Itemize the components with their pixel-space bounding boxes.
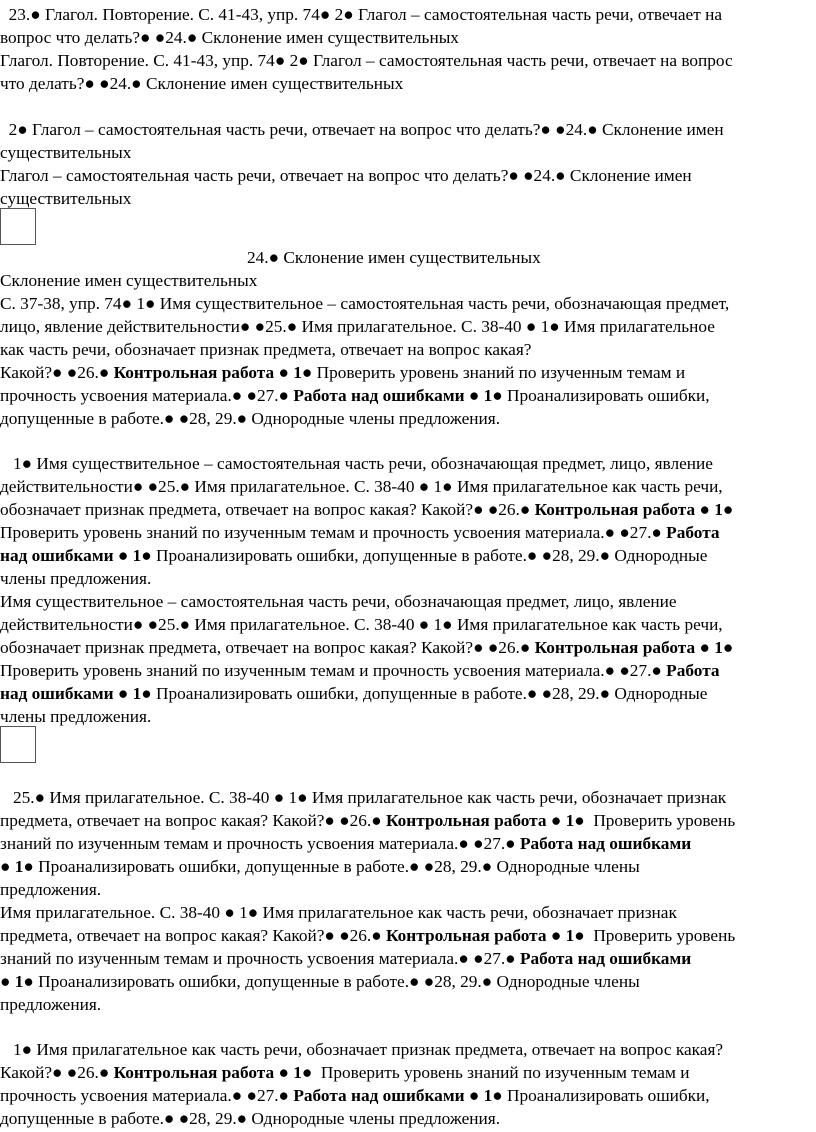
text-line: допущенные в работе.● ●28, 29.● Однородные члены предложения. bbox=[0, 409, 501, 428]
text-line: Проверить уровень знаний по изученным темам и прочность усвоения материала.● ●27.● Работа bbox=[0, 661, 720, 680]
text-line: предложения. bbox=[0, 995, 102, 1014]
text-line: члены предложения. bbox=[0, 707, 152, 726]
text-line: 23.● Глагол. Повторение. С. 41-43, упр. 74● 2● Глагол – самостоятельная часть речи, отвечает на bbox=[0, 5, 723, 24]
text-line: над ошибками ● 1● Проанализировать ошибки, допущенные в работе.● ●28, 29.● Однородные bbox=[0, 546, 708, 565]
text-line: члены предложения. bbox=[0, 569, 152, 588]
text-line: ● 1● Проанализировать ошибки, допущенные в работе.● ●28, 29.● Однородные члены bbox=[0, 857, 640, 876]
text-line: Глагол – самостоятельная часть речи, отвечает на вопрос что делать?● ●24.● Склонение имен bbox=[0, 166, 692, 185]
text-line: существительных bbox=[0, 189, 132, 208]
text-line: обозначает признак предмета, отвечает на вопрос какая? Какой?● ●26.● Контрольная работа ● 1● bbox=[0, 500, 734, 519]
text-line: прочность усвоения материала.● ●27.● Работа над ошибками ● 1● Проанализировать ошибки, bbox=[0, 386, 710, 405]
text-line: действительности● ●25.● Имя прилагательное. С. 38-40 ● 1● Имя прилагательное как часть речи, bbox=[0, 615, 723, 634]
text-line: предмета, отвечает на вопрос какая? Какой?● ●26.● Контрольная работа ● 1● Проверить уровень bbox=[0, 926, 736, 945]
text-line: 1● Имя прилагательное как часть речи, обозначает признак предмета, отвечает на вопрос какая? bbox=[0, 1040, 724, 1059]
text-line: 25.● Имя прилагательное. С. 38-40 ● 1● Имя прилагательное как часть речи, обозначает признак bbox=[0, 788, 727, 807]
text-line: Имя прилагательное. С. 38-40 ● 1● Имя прилагательное как часть речи, обозначает признак bbox=[0, 903, 677, 922]
text-line: ● 1● Проанализировать ошибки, допущенные в работе.● ●28, 29.● Однородные члены bbox=[0, 972, 640, 991]
text-line: 1● Имя существительное – самостоятельная часть речи, обозначающая предмет, лицо, явление bbox=[0, 454, 713, 473]
text-line: как часть речи, обозначает признак предмета, отвечает на вопрос какая? bbox=[0, 340, 532, 359]
text-line: обозначает признак предмета, отвечает на вопрос какая? Какой?● ●26.● Контрольная работа ● 1● bbox=[0, 638, 734, 657]
text-line: С. 37-38, упр. 74● 1● Имя существительное – самостоятельная часть речи, обозначающая предмет, bbox=[0, 294, 730, 313]
text-line: предложения. bbox=[0, 880, 102, 899]
text-line: существительных bbox=[0, 143, 132, 162]
text-line: над ошибками ● 1● Проанализировать ошибки, допущенные в работе.● ●28, 29.● Однородные bbox=[0, 684, 708, 703]
text-line: что делать?● ●24.● Склонение имен существительных bbox=[0, 74, 404, 93]
text-line: Имя существительное – самостоятельная часть речи, обозначающая предмет, лицо, явление bbox=[0, 592, 677, 611]
text-line: знаний по изученным темам и прочность усвоения материала.● ●27.● Работа над ошибками bbox=[0, 834, 692, 853]
text-line: прочность усвоения материала.● ●27.● Работа над ошибками ● 1● Проанализировать ошибки, bbox=[0, 1086, 710, 1105]
text-line: Проверить уровень знаний по изученным темам и прочность усвоения материала.● ●27.● Работа bbox=[0, 523, 720, 542]
text-line: Какой?● ●26.● Контрольная работа ● 1● Проверить уровень знаний по изученным темам и bbox=[0, 1063, 690, 1082]
text-line: Склонение имен существительных bbox=[0, 271, 258, 290]
text-line: 2● Глагол – самостоятельная часть речи, отвечает на вопрос что делать?● ●24.● Склонение имен bbox=[0, 120, 724, 139]
text-line: предмета, отвечает на вопрос какая? Какой?● ●26.● Контрольная работа ● 1● Проверить уровень bbox=[0, 811, 736, 830]
text-line: действительности● ●25.● Имя прилагательное. С. 38-40 ● 1● Имя прилагательное как часть речи, bbox=[0, 477, 723, 496]
empty-frame bbox=[0, 208, 36, 245]
text-line: лицо, явление действительности● ●25.● Имя прилагательное. С. 38-40 ● 1● Имя прилагательное bbox=[0, 317, 715, 336]
text-line: Глагол. Повторение. С. 41-43, упр. 74● 2● Глагол – самостоятельная часть речи, отвечает на вопрос bbox=[0, 51, 733, 70]
empty-frame bbox=[0, 726, 36, 763]
text-line: знаний по изученным темам и прочность усвоения материала.● ●27.● Работа над ошибками bbox=[0, 949, 692, 968]
text-line: 24.● Склонение имен существительных bbox=[247, 248, 541, 267]
text-line: Какой?● ●26.● Контрольная работа ● 1● Проверить уровень знаний по изученным темам и bbox=[0, 363, 686, 382]
text-line: допущенные в работе.● ●28, 29.● Однородные члены предложения. bbox=[0, 1109, 501, 1128]
text-line: вопрос что делать?● ●24.● Склонение имен существительных bbox=[0, 28, 459, 47]
